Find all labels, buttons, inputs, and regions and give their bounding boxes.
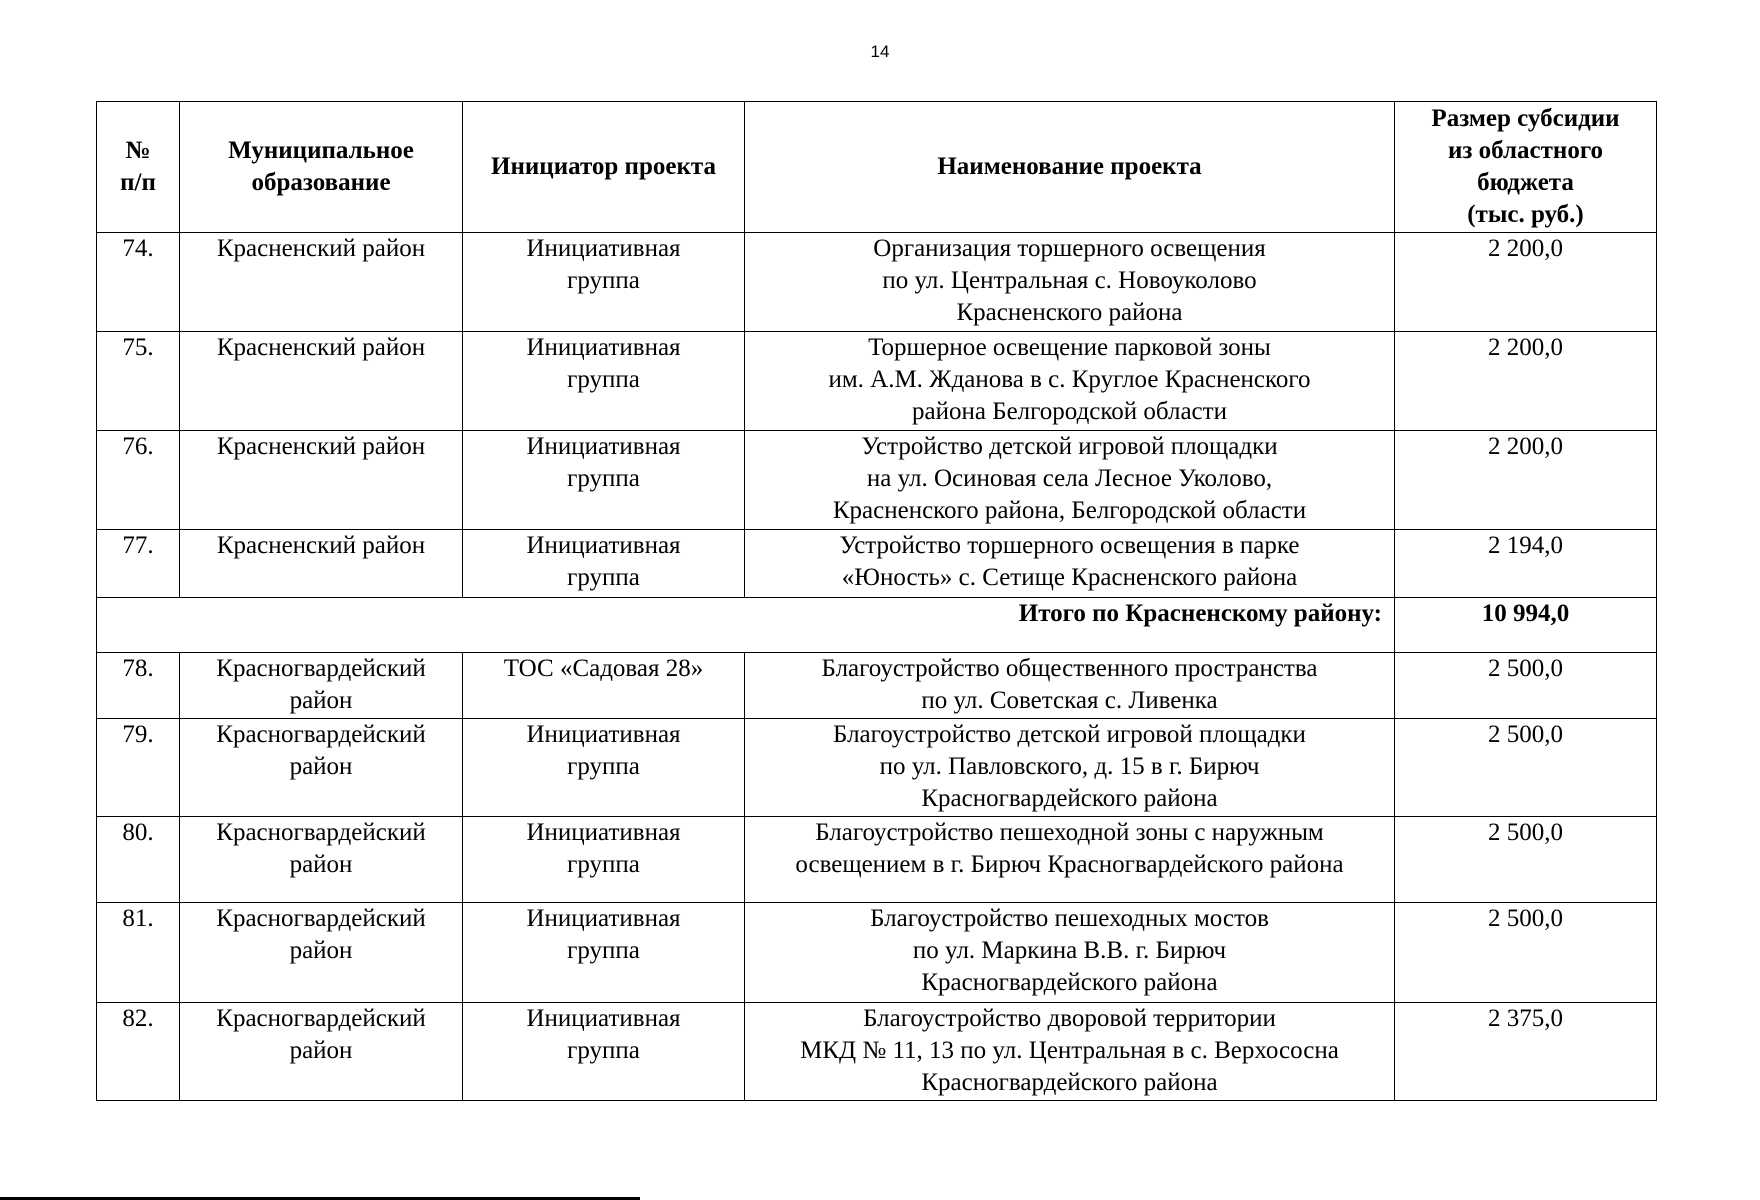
row-num: 78.	[97, 653, 180, 719]
row-num: 77.	[97, 530, 180, 598]
row-amount: 2 375,0	[1395, 1003, 1657, 1101]
row-municipality: Красногвардейский район	[180, 903, 463, 1003]
row-project: Устройство детской игровой площадки на ул. Осиновая села Лесное Уколово, Красненского района, Белгородской области	[745, 431, 1395, 530]
row-amount: 2 200,0	[1395, 431, 1657, 530]
row-initiator: Инициативная группа	[463, 233, 745, 332]
row-initiator: ТОС «Садовая 28»	[463, 653, 745, 719]
header-subsidy: Размер субсидии из областного бюджета (тыс. руб.)	[1395, 102, 1657, 233]
row-amount: 2 500,0	[1395, 653, 1657, 719]
subtotal-label: Итого по Красненскому району:	[97, 598, 1395, 653]
header-num: № п/п	[97, 102, 180, 233]
row-amount: 2 500,0	[1395, 719, 1657, 817]
table-row	[97, 817, 1657, 903]
header-project: Наименование проекта	[745, 102, 1395, 233]
row-project: Благоустройство пешеходных мостов по ул. Маркина В.В. г. Бирюч Красногвардейского района	[745, 903, 1395, 1003]
row-project: Благоустройство детской игровой площадки по ул. Павловского, д. 15 в г. Бирюч Красногвардейского района	[745, 719, 1395, 817]
row-amount: 2 200,0	[1395, 233, 1657, 332]
header-initiator: Инициатор проекта	[463, 102, 745, 233]
subsidy-table	[96, 101, 1657, 1101]
row-project: Организация торшерного освещения по ул. Центральная с. Новоуколово Красненского района	[745, 233, 1395, 332]
row-amount: 2 194,0	[1395, 530, 1657, 598]
row-num: 79.	[97, 719, 180, 817]
table-row	[97, 903, 1657, 1003]
row-municipality: Красненский район	[180, 332, 463, 431]
row-municipality: Красненский район	[180, 233, 463, 332]
row-amount: 2 200,0	[1395, 332, 1657, 431]
page-number: 14	[870, 42, 890, 61]
table-row	[97, 1003, 1657, 1101]
subtotal-amount: 10 994,0	[1395, 598, 1657, 653]
row-municipality: Красногвардейский район	[180, 1003, 463, 1101]
table-row	[97, 332, 1657, 431]
row-num: 75.	[97, 332, 180, 431]
row-amount: 2 500,0	[1395, 817, 1657, 903]
row-num: 74.	[97, 233, 180, 332]
subtotal-row	[97, 598, 1657, 653]
row-initiator: Инициативная группа	[463, 530, 745, 598]
row-project: Благоустройство общественного пространства по ул. Советская с. Ливенка	[745, 653, 1395, 719]
row-amount: 2 500,0	[1395, 903, 1657, 1003]
table-row	[97, 530, 1657, 598]
row-municipality: Красногвардейский район	[180, 719, 463, 817]
row-initiator: Инициативная группа	[463, 332, 745, 431]
row-num: 76.	[97, 431, 180, 530]
row-project: Устройство торшерного освещения в парке «Юность» с. Сетище Красненского района	[745, 530, 1395, 598]
row-initiator: Инициативная группа	[463, 719, 745, 817]
row-num: 81.	[97, 903, 180, 1003]
row-initiator: Инициативная группа	[463, 431, 745, 530]
row-project: Торшерное освещение парковой зоны им. А.М. Жданова в с. Круглое Красненского района Белгородской области	[745, 332, 1395, 431]
row-municipality: Красненский район	[180, 530, 463, 598]
table-row	[97, 653, 1657, 719]
row-project: Благоустройство пешеходной зоны с наружным освещением в г. Бирюч Красногвардейского района	[745, 817, 1395, 903]
row-municipality: Красногвардейский район	[180, 817, 463, 903]
row-municipality: Красногвардейский район	[180, 653, 463, 719]
row-project: Благоустройство дворовой территории МКД № 11, 13 по ул. Центральная в с. Верхососна Красногвардейского района	[745, 1003, 1395, 1101]
row-num: 82.	[97, 1003, 180, 1101]
row-municipality: Красненский район	[180, 431, 463, 530]
table-row	[97, 233, 1657, 332]
table-header-row	[97, 102, 1657, 233]
row-num: 80.	[97, 817, 180, 903]
row-initiator: Инициативная группа	[463, 903, 745, 1003]
row-initiator: Инициативная группа	[463, 817, 745, 903]
table-row	[97, 719, 1657, 817]
row-initiator: Инициативная группа	[463, 1003, 745, 1101]
header-municipality: Муниципальное образование	[180, 102, 463, 233]
table-row	[97, 431, 1657, 530]
